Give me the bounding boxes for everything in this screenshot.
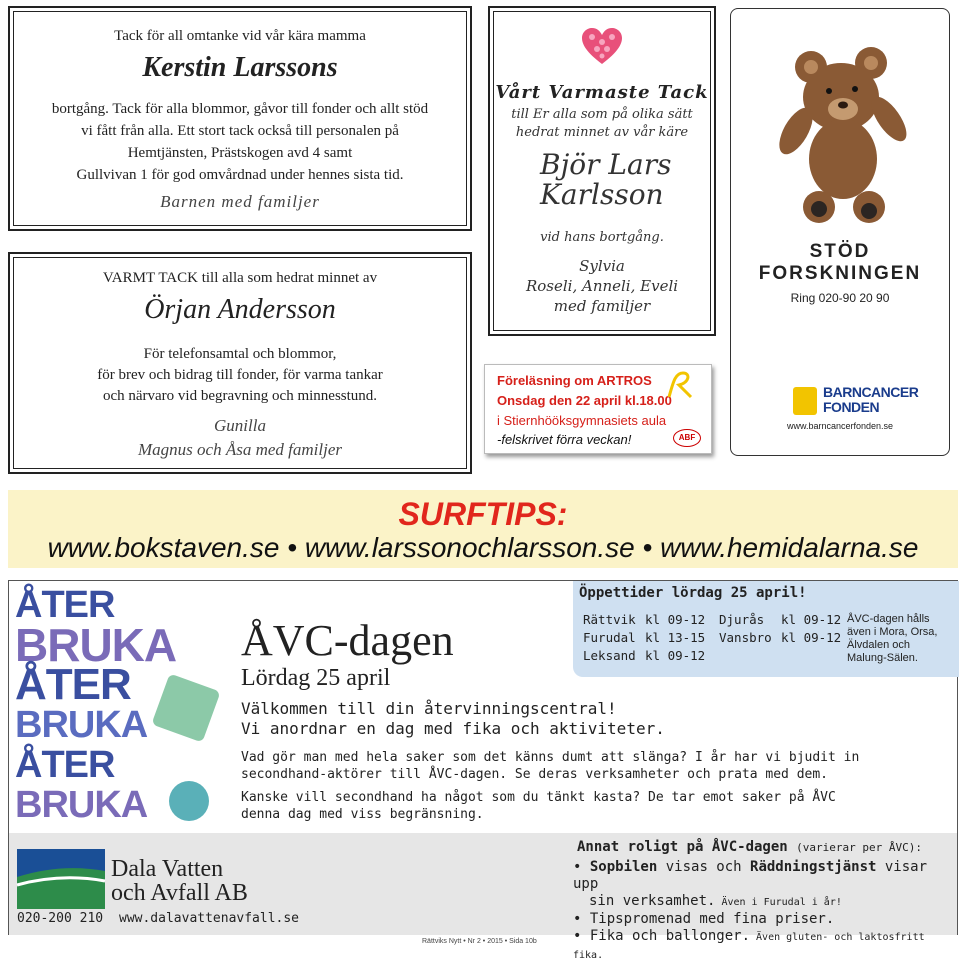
paragraph-line: Vad gör man med hela saker som det känns dumt att slänga? I år har vi bjudit in (241, 750, 860, 765)
ad-url: www.barncancerfonden.se (786, 421, 894, 431)
hours-time: kl 09-12 (781, 630, 842, 645)
decoration-icon (169, 781, 209, 821)
sub-line: till Er alla som på olika sätt (511, 107, 693, 122)
thanks-ad-orjan (8, 252, 472, 474)
surftips-title: SURFTIPS: (398, 496, 568, 532)
poster-text (15, 585, 176, 825)
signature-line: med familjer (553, 297, 651, 315)
r-logo-icon (665, 369, 695, 401)
company-name (111, 857, 248, 905)
fun-text: visas och (657, 859, 751, 875)
event-title: ÅVC-dagen (241, 616, 454, 665)
fun-list (573, 859, 957, 964)
company-line: och Avfall AB (111, 880, 248, 906)
thanks-ad-lars (488, 6, 716, 336)
hours-place: Djurås (719, 612, 765, 627)
teddy-bear-icon (771, 39, 911, 229)
ad-phone: Ring 020-90 20 90 (790, 291, 890, 305)
signature-line: Gunilla (214, 416, 266, 435)
poster-word: ÅTER (15, 744, 115, 786)
fun-text: visar upp (573, 859, 928, 892)
poster-word: BRUKA (15, 704, 148, 746)
fun-title-text: Annat roligt på ÅVC-dagen (577, 839, 788, 855)
hours-col-2 (719, 611, 841, 647)
ad-title: FORSKNINGEN (758, 263, 922, 284)
name-line: Björ Lars (540, 148, 672, 181)
hours-place: Furudal (583, 630, 636, 645)
lecture-place: i Stiernhööksgymnasiets aula (497, 413, 667, 428)
signature-line: Roseli, Anneli, Eveli (525, 277, 679, 295)
paragraph-line: denna dag med viss begränsning. (241, 807, 484, 822)
lecture-title: Föreläsning om ARTROS (497, 373, 652, 388)
hours-time: kl 13-15 (645, 630, 706, 645)
ad-body (10, 98, 470, 186)
barncancer-logo-icon (793, 387, 817, 415)
fun-small: Även i Furudal i år! (715, 897, 842, 908)
abf-logo: ABF (673, 429, 701, 447)
ad-signature: Barnen med familjer (160, 192, 320, 211)
fun-item (573, 893, 957, 911)
barncancer-ad (730, 8, 950, 456)
deceased-name (540, 150, 671, 210)
page-footer: Rättviks Nytt • Nr 2 • 2015 • Sida 10b (422, 938, 537, 945)
fun-bold: Räddningstjänst (750, 859, 877, 875)
body-line: för brev och bidrag till fonder, för varma tankar (97, 367, 383, 383)
company-line: Dala Vatten (111, 856, 224, 882)
fun-note: (varierar per ÅVC): (796, 841, 922, 854)
event-paragraph-2 (241, 789, 836, 823)
hours-row (719, 629, 841, 647)
note-line: ÅVC-dagen hålls (847, 613, 930, 625)
deceased-name: Örjan Andersson (144, 294, 336, 325)
fun-bold: Sopbilen (589, 859, 658, 875)
body-line: För telefonsamtal och blommor, (143, 346, 337, 362)
welcome-text (241, 699, 665, 739)
hours-place: Vansbro (719, 630, 772, 645)
opening-hours-box (573, 581, 959, 677)
ad-intro: VARMT TACK till alla som hedrat minnet av (102, 270, 378, 286)
fun-text: sin verksamhet. (589, 893, 716, 909)
surftips-banner (8, 490, 958, 568)
paragraph-line: Kanske vill secondhand ha något som du tänkt kasta? De tar emot saker på ÅVC (241, 790, 836, 805)
body-line: vi fått från alla. Ett stort tack också till personalen på (81, 123, 399, 139)
ad-signature (490, 256, 714, 316)
logo-line: BARNCANCER (823, 384, 919, 400)
company-phone: 020-200 210 (17, 911, 104, 926)
note-line: Malung-Sälen. (847, 652, 918, 664)
hours-title: Öppettider lördag 25 april! (579, 585, 807, 601)
fun-text: Tipspromenad med fina priser. (589, 911, 835, 927)
company-web: www.dalavattenavfall.se (119, 911, 300, 926)
hours-place: Rättvik (583, 612, 636, 627)
hours-row (583, 611, 705, 629)
note-line: Älvdalen och (847, 639, 910, 651)
hours-note (847, 613, 937, 665)
poster (9, 581, 221, 833)
body-line: bortgång. Tack för alla blommor, gåvor till fonder och allt stöd (51, 101, 429, 117)
note-line: även i Mora, Orsa, (847, 626, 938, 638)
ad-sub (490, 106, 714, 142)
hours-place: Leksand (583, 648, 636, 663)
signature-line: Sylvia (579, 257, 625, 275)
poster-word: ÅTER (15, 584, 115, 626)
fun-text: Fika och ballonger. (589, 928, 751, 944)
poster-word: BRUKA (15, 784, 148, 826)
hours-time: kl 09-12 (645, 612, 706, 627)
name-line: Karlsson (540, 178, 664, 211)
paragraph-line: secondhand-aktörer till ÅVC-dagen. Se deras verksamheter och prata med dem. (241, 767, 828, 782)
poster-word: ÅTER (15, 660, 131, 709)
dala-vatten-logo-icon (17, 849, 105, 909)
fun-title (577, 839, 922, 855)
body-line: och närvaro vid begravning och minnesstund. (102, 388, 378, 404)
signature-line: Magnus och Åsa med familjer (138, 440, 342, 459)
sub-line: hedrat minnet av vår käre (515, 125, 689, 140)
body-line: Gullvivan 1 för god omvårdnad under hennes sista tid. (76, 167, 404, 183)
heart-icon (582, 28, 622, 66)
lecture-ad (484, 364, 712, 454)
event-date: Lördag 25 april (241, 665, 391, 691)
body-line: Hemtjänsten, Prästskogen avd 4 samt (127, 145, 353, 161)
fun-item: • Sopbilen visas och Räddningstjänst visar upp (573, 859, 928, 892)
deceased-name: Kerstin Larssons (142, 52, 338, 83)
ad-title: STÖD (809, 241, 871, 262)
hours-row (719, 611, 841, 629)
ad-occasion: vid hans bortgång. (540, 230, 664, 245)
welcome-line: Vi anordnar en dag med fika och aktiviteter. (241, 719, 665, 738)
ad-heading: Vårt Varmaste Tack (495, 82, 709, 103)
hours-time: kl 09-12 (781, 612, 842, 627)
ad-intro: Tack för all omtanke vid vår kära mamma (114, 28, 366, 44)
hours-col-1 (583, 611, 705, 665)
event-paragraph-1 (241, 749, 859, 783)
fun-item: • Tipspromenad med fina priser. (573, 911, 835, 927)
fun-small: Även gluten- och laktosfritt fika. (573, 932, 925, 961)
hours-time: kl 09-12 (645, 648, 706, 663)
thanks-ad-kerstin (8, 6, 472, 231)
poster-word: BRUKA (15, 619, 177, 671)
lecture-correction: -felskrivet förra veckan! (497, 432, 632, 447)
lecture-date: Onsdag den 22 april kl.18.00 (497, 393, 672, 408)
ad-signature (10, 414, 470, 462)
barncancer-logo (823, 385, 918, 415)
ad-body (10, 344, 470, 407)
surftips-links: www.bokstaven.se • www.larssonochlarsson.se • www.hemidalarna.se (47, 532, 919, 563)
fun-box (571, 835, 957, 961)
hours-row (583, 629, 705, 647)
logo-line: FONDEN (823, 399, 880, 415)
fun-item: • Fika och ballonger. Även gluten- och laktosfritt fika. (573, 928, 925, 961)
hours-row (583, 647, 705, 665)
welcome-line: Välkommen till din återvinningscentral! (241, 699, 617, 718)
